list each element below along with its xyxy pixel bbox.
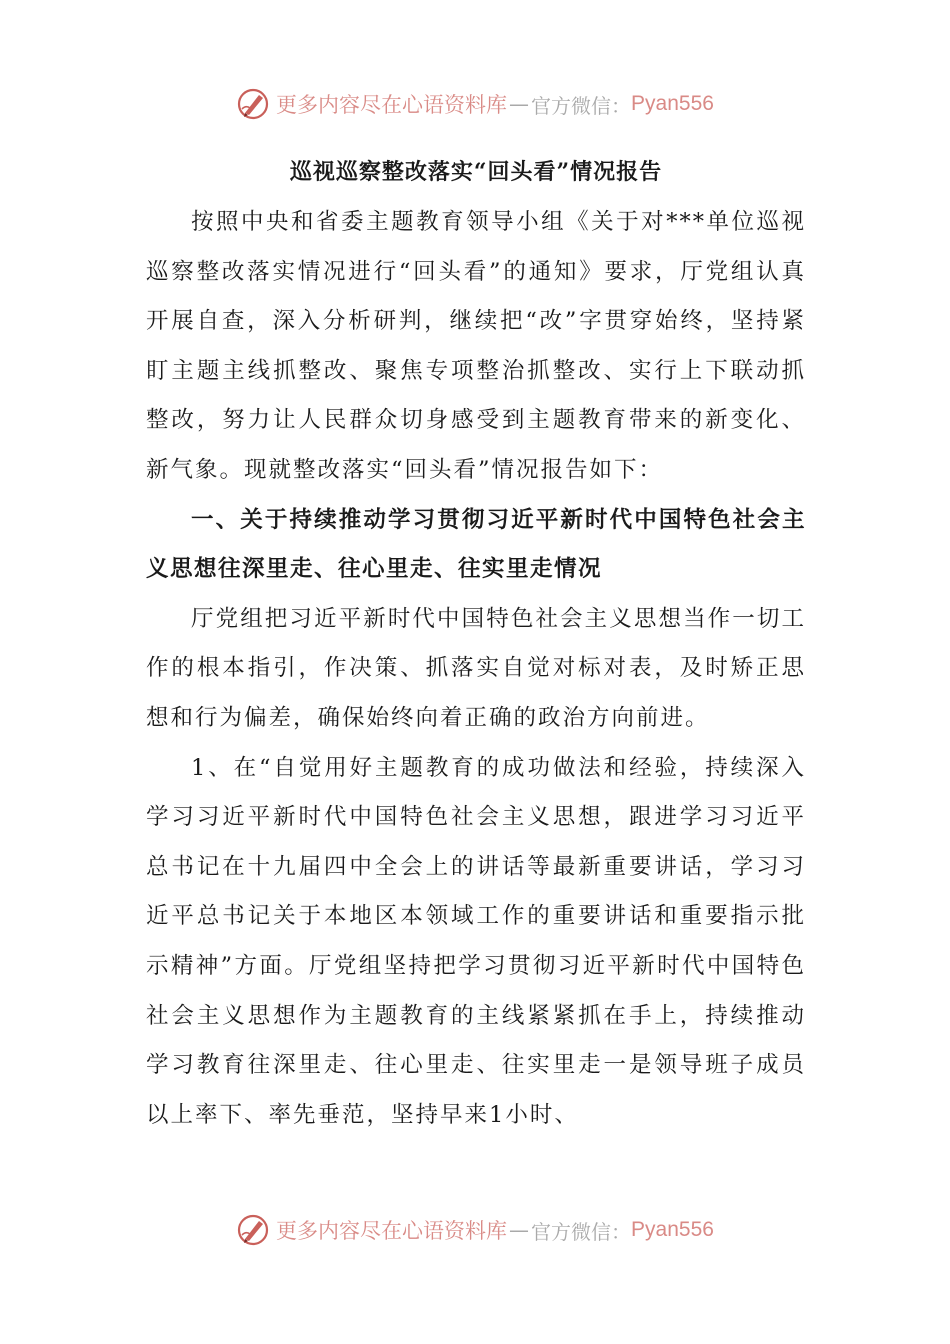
watermark-account: Pyan556 [631,92,714,115]
watermark-separator: — [509,1218,530,1242]
intro-paragraph: 按照中央和省委主题教育领导小组《关于对***单位巡视巡察整改落实情况进行“回头看”的通知》要求，厅党组认真开展自查，深入分析研判，继续把“改”字贯穿始终，坚持紧盯主题主线抓整改、聚焦专项整治抓整改、实行上下联动抓整改，努力让人民群众切身感受到主题教育带来的新变化、新气象。现就整改落实“回头看”情况报告如下： [146,209,806,483]
pen-logo-icon [236,87,270,121]
section-1-heading: 一、关于持续推动学习贯彻习近平新时代中国特色社会主义思想往深里走、往心里走、往实里走情况 [146,506,806,583]
watermark-banner-top [0,82,950,126]
watermark-label: 官方微信： [531,93,632,118]
watermark-account: Pyan556 [631,1218,714,1241]
document-body [146,146,806,1140]
watermark-label: 官方微信： [531,1219,632,1244]
watermark-separator: — [509,92,530,116]
watermark-site-text: 更多内容尽在心语资料库 [276,1219,508,1243]
section-1-paragraph: 厅党组把习近平新时代中国特色社会主义思想当作一切工作的根本指引，作决策、抓落实自觉对标对表，及时矫正思想和行为偏差，确保始终向着正确的政治方向前进。 [146,605,806,731]
watermark-banner-bottom [0,1208,950,1252]
item-1-paragraph: 1、在“自觉用好主题教育的成功做法和经验，持续深入学习习近平新时代中国特色社会主义思想，跟进学习习近平总书记在十九届四中全会上的讲话等最新重要讲话，学习习近平总书记关于本地区本领域工作的重要讲话和重要指示批示精神”方面。厅党组坚持把学习贯彻习近平新时代中国特色社会主义思想作为主题教育的主线紧紧抓在手上，持续推动学习教育往深里走、往心里走、往实里走一是领导班子成员以上率下、率先垂范，坚持早来1小时、 [146,754,806,1128]
pen-logo-icon [236,1213,270,1247]
document-title: 巡视巡察整改落实“回头看”情况报告 [289,159,663,185]
watermark-site-text: 更多内容尽在心语资料库 [276,93,508,117]
